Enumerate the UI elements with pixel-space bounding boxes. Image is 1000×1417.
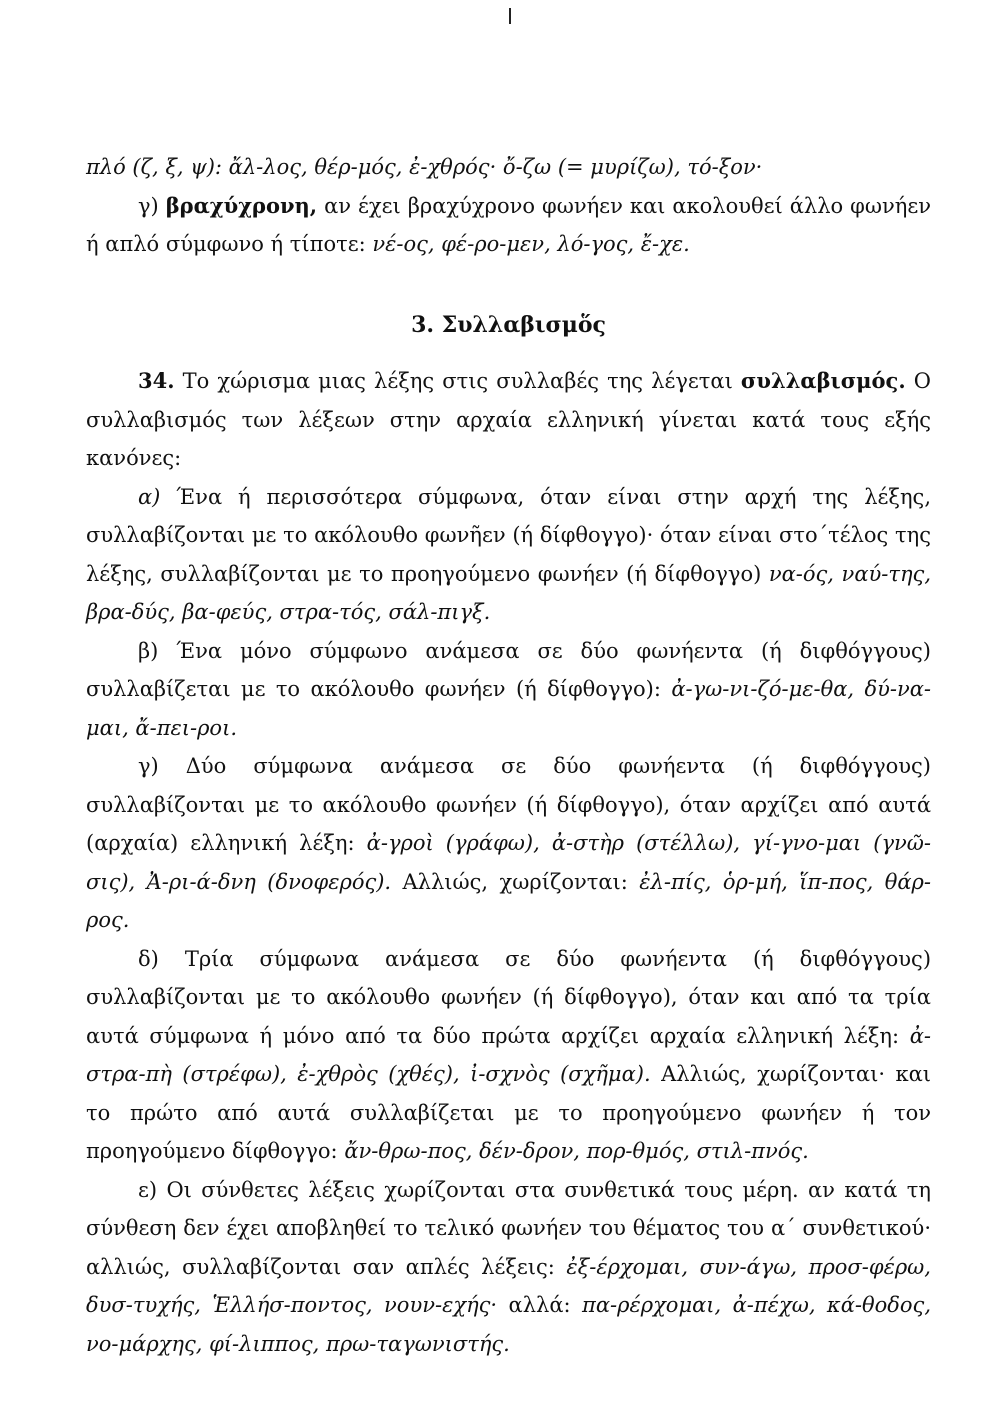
examples: ἐξ-έρχομαι, συν-άγω, προσ-φέρω, δυσ-τυχής, Ἑλλήσ-ποντος, νουν-εχής· (86, 1254, 931, 1317)
page-marker (509, 8, 511, 24)
rule-b (86, 632, 931, 748)
paragraph-34 (86, 362, 931, 478)
paragraph-text: Ο συλλαβισμός των λέξεων στην αρχαία ελληνική γίνεται κατά τους εξής κανόνες: (86, 369, 931, 470)
rule-text: Τρία σύμφωνα ανάμεσα σε δύο φωνήεντα (ή διφθόγγους) συλλαβίζονται με το ακόλουθο φωνήεν (ή δίφθογγο), όταν και από τα τρία αυτά σύμφωνα ή μόνο από τα δύο πρώτα αρχίζει αρχαία ελληνική λέξη: (86, 946, 932, 1048)
page-text (86, 148, 931, 1363)
examples: ἐλ-πίς, ὁρ-μή, ἵπ-πος, θάρ-ρος. (86, 869, 931, 932)
rule-text: αλλά: (497, 1293, 583, 1317)
paragraph-number: 34. (138, 368, 175, 393)
examples: πα-ρέρχομαι, ἀ-πέχω, κά-θοδος, νο-μάρχης, φί-λιππος, πρω-ταγωνιστής. (86, 1293, 931, 1356)
rule-a (86, 478, 931, 632)
rule-text: Οι σύνθετες λέξεις χωρίζονται στα συνθετικά τους μέρη. αν κατά τη σύνθεση δεν έχει αποβληθεί το τελικό φωνήεν του θέματος του α΄ συνθετικού· αλλιώς, συλλαβίζονται σαν απλές λέξεις: (86, 1177, 931, 1279)
rule-label: α) (138, 484, 177, 509)
intro-line (86, 148, 931, 187)
examples: ἀ-στρα-πὴ (στρέφω), ἐ-χθρὸς (χθές), ἰ-σχνὸς (σχῆμα). (86, 1023, 931, 1086)
rule-intro-g (86, 187, 931, 264)
rule-text: Ένα μόνο σύμφωνο ανάμεσα σε δύο φωνήεντα (ή διφθόγγους) συλλαβίζεται με το ακόλουθο φωνήεν (ή δίφθογγο): (86, 638, 931, 701)
examples: ἀ-γροὶ (γράφω), ἀ-στὴρ (στέλλω), γί-γνο-μαι (γνῶ-σις), Ἀ-ρι-ά-δνη (δνοφερός). (86, 831, 931, 894)
rule-label: ε) (138, 1177, 167, 1202)
rule-text: Αλλιώς, χωρίζονται· και το πρώτο από αυτά συλλαβίζεται με το προηγούμενο φωνήεν ή τον προηγούμενο δίφθογγο: (86, 1062, 931, 1163)
rule-label: δ) (138, 946, 185, 971)
term-bold: συλλαβισμός. (740, 368, 906, 393)
examples: νέ-ος, φέ-ρο-μεν, λό-γος, ἔ-χε. (372, 232, 690, 256)
term-bold: βραχύχρονη, (165, 192, 318, 218)
rule-text: Ένα ή περισσότερα σύμφωνα, όταν είναι στην αρχή της λέξης, συλλαβίζονται με το ακόλουθο φωνῆεν (ή δίφθογγο)· όταν είναι στο΄τέλος της λέξης, συλλαβίζονται με το προηγούμενο φωνήεν (ή δίφθογγο) (86, 484, 931, 586)
rule-e (86, 1171, 931, 1364)
rule-g (86, 747, 931, 940)
intro-line-text: πλό (ζ, ξ, ψ): ἄλ-λος, θέρ-μός, ἐ-χθρός· ὄ-ζω (= μυρίζω), τό-ξον· (86, 155, 763, 179)
examples: ἄν-θρω-πος, δέν-δρον, πορ-θμός, στιλ-πνός. (344, 1139, 809, 1163)
rule-label: γ) (138, 754, 186, 778)
rule-label: γ) (138, 193, 166, 218)
examples: να-ός, ναύ-της, βρα-δύς, βα-φεύς, στρα-τός, σάλ-πιγξ. (86, 561, 931, 624)
rule-d (86, 940, 931, 1171)
paragraph-text: Το χώρισμα μιας λέξης στις συλλαβές της λέγεται (174, 369, 741, 393)
rule-text: Αλλιώς, χωρίζονται: (391, 869, 640, 894)
section-heading: 3. Συλλαβισμὅς (411, 311, 606, 338)
rule-text: Δύο σύμφωνα ανάμεσα σε δύο φωνήεντα (ή διφθόγγους) συλλαβίζονται με το ακόλουθο φωνήεν (ή δίφθογγο), όταν αρχίζει από αυτά (αρχαία) ελληνική λέξη: (86, 754, 931, 855)
rule-label: β) (138, 638, 177, 663)
examples: ἀ-γω-νι-ζό-με-θα, δύ-να-μαι, ἄ-πει-ροι. (86, 677, 932, 740)
rule-text: αν έχει βραχύχρονο φωνήεν και ακολουθεί άλλο φωνήεν ή απλό σύμφωνο ή τίποτε: (86, 193, 931, 256)
